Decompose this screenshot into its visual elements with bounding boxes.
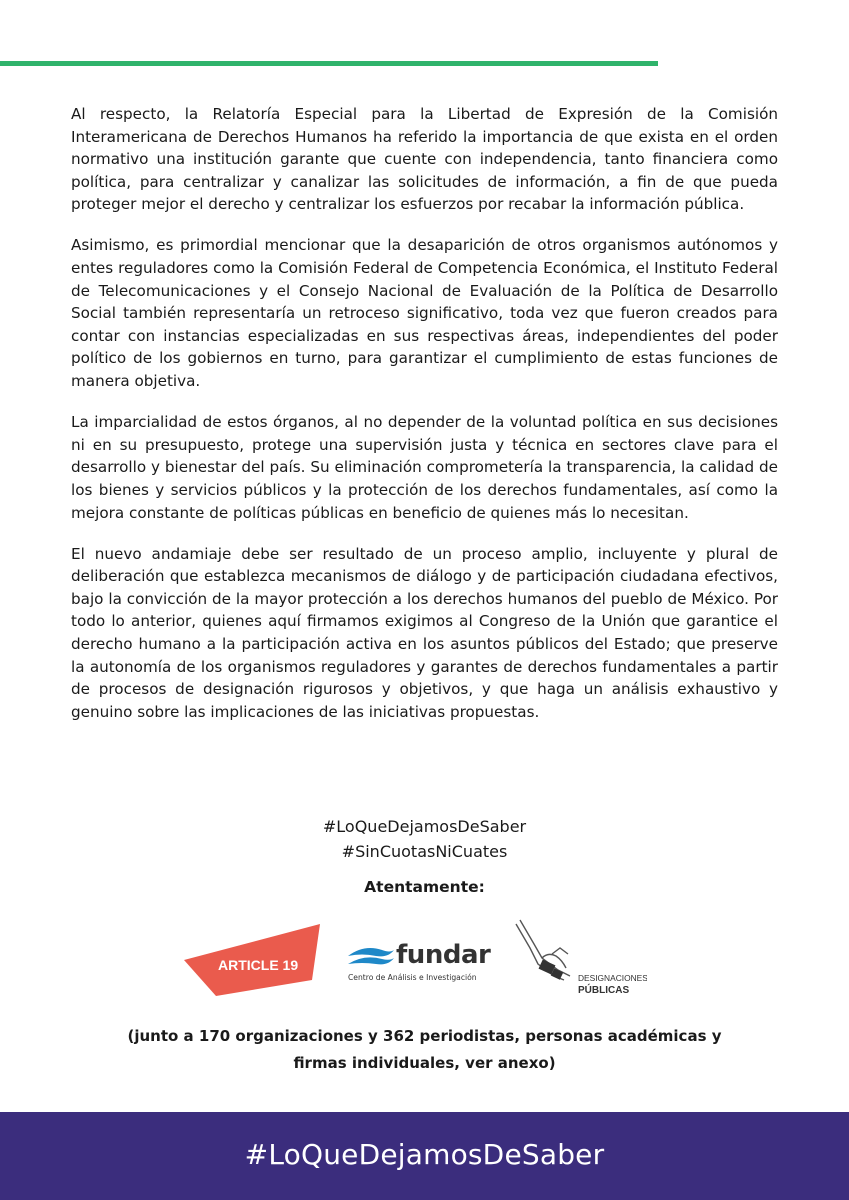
designaciones-publicas-logo bbox=[512, 918, 647, 998]
document-body bbox=[71, 103, 778, 742]
fundar-logo bbox=[346, 940, 496, 990]
hashtag-lo-que-dejamos: #LoQueDejamosDeSaber bbox=[322, 817, 527, 836]
article19-logo-text: ARTICLE 19 bbox=[218, 957, 299, 973]
designaciones-text: DESIGNACIONES bbox=[578, 973, 647, 983]
hashtag-sin-cuotas: #SinCuotasNiCuates bbox=[341, 842, 508, 861]
footer-hashtag: #LoQueDejamosDeSaber bbox=[244, 1138, 605, 1171]
publicas-text: PÚBLICAS bbox=[578, 985, 630, 996]
paragraph-4: El nuevo andamiaje debe ser resultado de un proceso amplio, incluyente y plural de deliberación que establezca mecanismos de diálogo y de participación ciudadana efectivos, bajo la convicción de la mayor protección a los derechos humanos del pueblo de México. Por todo lo anterior, quienes aquí firmamos exigimos al Congreso de la Unión que garantice el derecho humano a la participación activa en los asuntos públicos del Estado; que preserve la autonomía de los organismos reguladores y garantes de derechos fundamentales a partir de procesos de designación rigurosos y objetivos, y que haga un análisis exhaustivo y genuino sobre las implicaciones de las iniciativas propuestas. bbox=[71, 544, 778, 721]
top-green-rule bbox=[0, 61, 658, 66]
paragraph-2: Asimismo, es primordial mencionar que la desaparición de otros organismos autónomos y entes reguladores como la Comisión Federal de Competencia Económica, el Instituto Federal de Telecomunicaciones y el Consejo Nacional de Evaluación de la Política de Desarrollo Social también representaría un retroceso significativo, toda vez que fueron creados para contar con instancias especializadas en sus respectivas áreas, independientes del poder político de los gobiernos en turno, para garantizar el cumplimiento de estas funciones de manera objetiva. bbox=[71, 236, 778, 391]
fundar-wordmark: fundar bbox=[396, 940, 491, 970]
hand-illustration-icon bbox=[516, 920, 570, 980]
closing-salutation: Atentamente: bbox=[364, 878, 485, 896]
paragraph-1: Al respecto, la Relatoría Especial para la Libertad de Expresión de la Comisión Interamericana de Derechos Humanos ha referido la importancia de que exista en el orden normativo una institución garante que cuente con independencia, tanto financiera como política, para centralizar y canalizar las solicitudes de información, a fin de que pueda proteger mejor el derecho y centralizar los esfuerzos por recabar la información pública. bbox=[71, 105, 778, 214]
hashtags bbox=[0, 814, 849, 864]
fundar-tagline: Centro de Análisis e Investigación bbox=[348, 973, 477, 982]
fundar-wave-icon bbox=[346, 942, 396, 974]
article19-logo bbox=[184, 922, 324, 998]
signatories-note: (junto a 170 organizaciones y 362 periodistas, personas académicas y firmas individuales, ver anexo) bbox=[127, 1027, 722, 1072]
paragraph-3: La imparcialidad de estos órganos, al no depender de la voluntad política en sus decisiones ni en su presupuesto, protege una supervisión justa y técnica en sectores clave para el desarrollo y bienestar del país. Su eliminación comprometería la transparencia, la calidad de los bienes y servicios públicos y la protección de los derechos fundamentales, así como la mejora constante de políticas públicas en beneficio de quienes más lo necesitan. bbox=[71, 413, 778, 522]
